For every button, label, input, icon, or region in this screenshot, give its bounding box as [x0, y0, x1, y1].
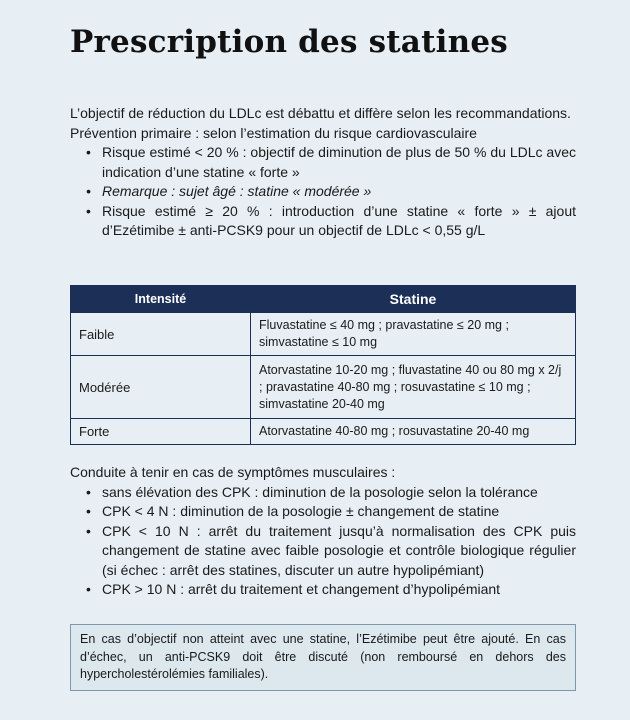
prevention-list [70, 143, 576, 241]
table-row [71, 356, 576, 419]
cell-intensity: Faible [71, 313, 251, 356]
cell-statine: Atorvastatine 40-80 mg ; rosuvastatine 20-40 mg [251, 419, 576, 445]
note-box: En cas d’objectif non atteint avec une statine, l’Ezétimibe peut être ajouté. En cas d’échec, un anti-PCSK9 doit être discuté (non remboursé en dehors des hypercholestérolémies familiales). [70, 624, 576, 691]
header-statine: Statine [251, 286, 576, 313]
cell-intensity: Forte [71, 419, 251, 445]
page-title: Prescription des statines [70, 24, 508, 60]
table-header-row [71, 286, 576, 313]
prevention-heading: Prévention primaire : selon l’estimation du risque cardiovasculaire [70, 124, 477, 141]
list-item: • CPK < 10 N : arrêt du traitement jusqu’à normalisation des CPK puis changement de statine avec faible posologie et contrôle biologique régulier (si échec : arrêt des statines, discuter un autre hypolipémiant) [102, 522, 576, 581]
cell-statine: Atorvastatine 10-20 mg ; fluvastatine 40 ou 80 mg x 2/j ; pravastatine 40-80 mg ; rosuvastatine ≤ 10 mg ; simvastatine 20-40 mg [251, 356, 576, 419]
table-row [71, 419, 576, 445]
table-row [71, 313, 576, 356]
list-item: • Risque estimé < 20 % : objectif de diminution de plus de 50 % du LDLc avec indication d’une statine « forte » [102, 143, 576, 182]
list-item: • CPK > 10 N : arrêt du traitement et changement d’hypolipémiant [102, 580, 576, 600]
conduite-heading: Conduite à tenir en cas de symptômes musculaires : [70, 464, 396, 480]
conduite-list [70, 483, 576, 600]
intro-section [70, 104, 576, 241]
intro-paragraph: L’objectif de réduction du LDLc est débattu et diffère selon les recommandations. [70, 105, 571, 121]
header-intensity: Intensité [71, 286, 251, 313]
list-item: • Remarque : sujet âgé : statine « modérée » [102, 182, 576, 202]
statin-intensity-table [70, 285, 576, 445]
cell-intensity: Modérée [71, 356, 251, 419]
list-item: • sans élévation des CPK : diminution de la posologie selon la tolérance [102, 483, 576, 503]
list-item: • CPK < 4 N : diminution de la posologie ± changement de statine [102, 502, 576, 522]
conduite-section [70, 463, 576, 600]
cell-statine: Fluvastatine ≤ 40 mg ; pravastatine ≤ 20 mg ; simvastatine ≤ 10 mg [251, 313, 576, 356]
list-item: • Risque estimé ≥ 20 % : introduction d’une statine « forte » ± ajout d’Ezétimibe ± anti-PCSK9 pour un objectif de LDLc < 0,55 g/L [102, 202, 576, 241]
